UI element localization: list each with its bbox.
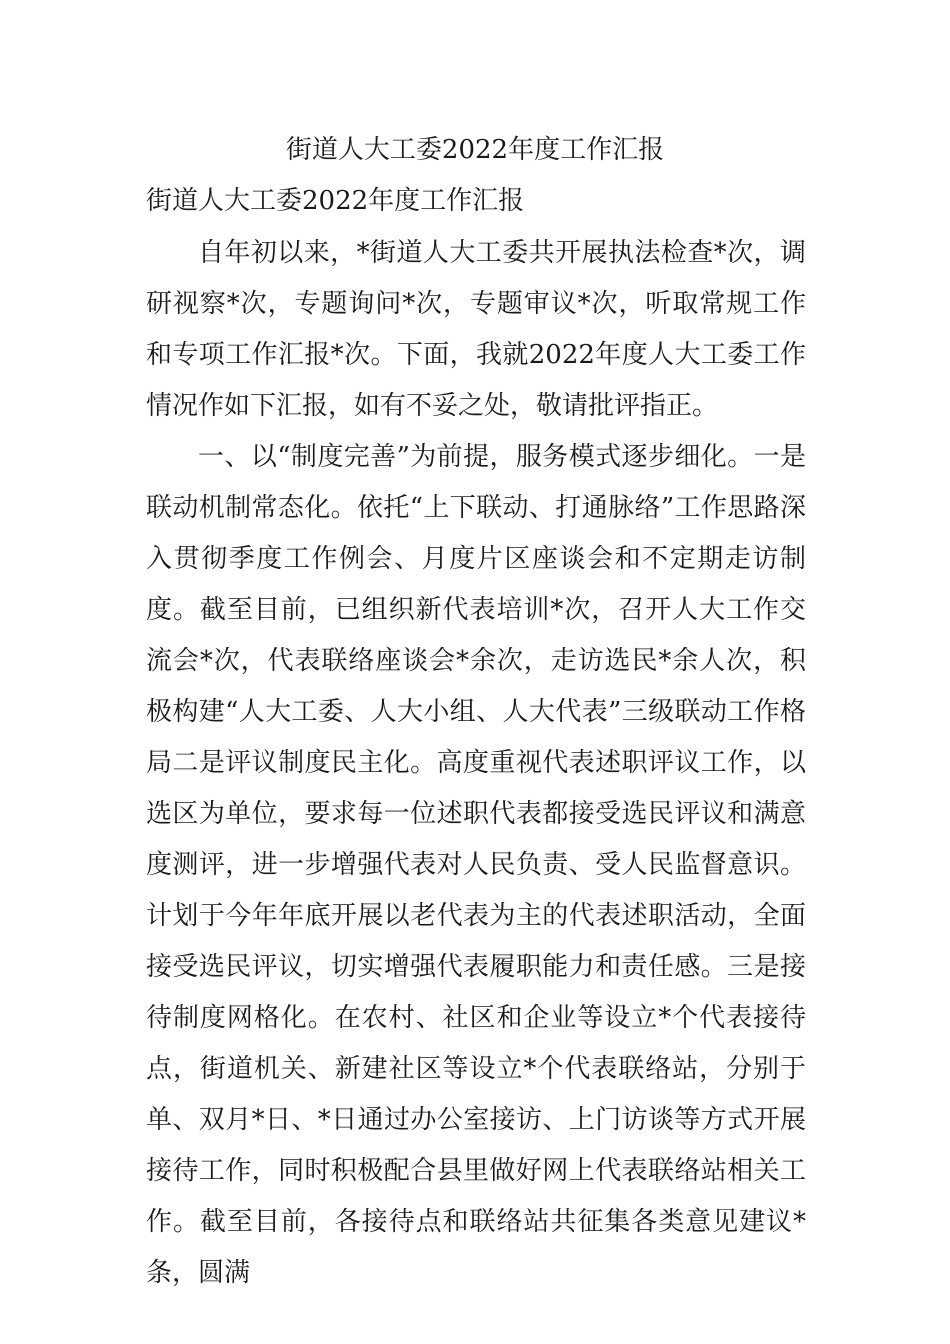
paragraph-intro: 自年初以来，*街道人大工委共开展执法检查*次，调研视察*次，专题询问*次，专题审议*次，听取常规工作和专项工作汇报*次。下面，我就2022年度人大工委工作情况作如下汇报，如有不妥之处，敬请批评指正。 [146,238,806,421]
document-subtitle: 街道人大工委2022年度工作汇报 [146,186,525,216]
paragraph-section-one: 一、以“制度完善”为前提，服务模式逐步细化。一是联动机制常态化。依托“上下联动、打通脉络”工作思路深入贯彻季度工作例会、月度片区座谈会和不定期走访制度。截至目前，已组织新代表培训*次，召开人大工作交流会*次，代表联络座谈会*余次，走访选民*余人次，积极构建“人大工委、人大小组、人大代表”三级联动工作格局二是评议制度民主化。高度重视代表述职评议工作，以选区为单位，要求每一位述职代表都接受选民评议和满意度测评，进一步增强代表对人民负责、受人民监督意识。计划于今年年底开展以老代表为主的代表述职活动，全面接受选民评议，切实增强代表履职能力和责任感。三是接待制度网格化。在农村、社区和企业等设立*个代表接待点，街道机关、新建社区等设立*个代表联络站，分别于单、双月*日、*日通过办公室接访、上门访谈等方式开展接待工作，同时积极配合县里做好网上代表联络站相关工作。截至目前，各接待点和联络站共征集各类意见建议*条，圆满 [146,442,806,1288]
document-title: 街道人大工委2022年度工作汇报 [285,135,665,165]
document-body [146,228,806,1299]
